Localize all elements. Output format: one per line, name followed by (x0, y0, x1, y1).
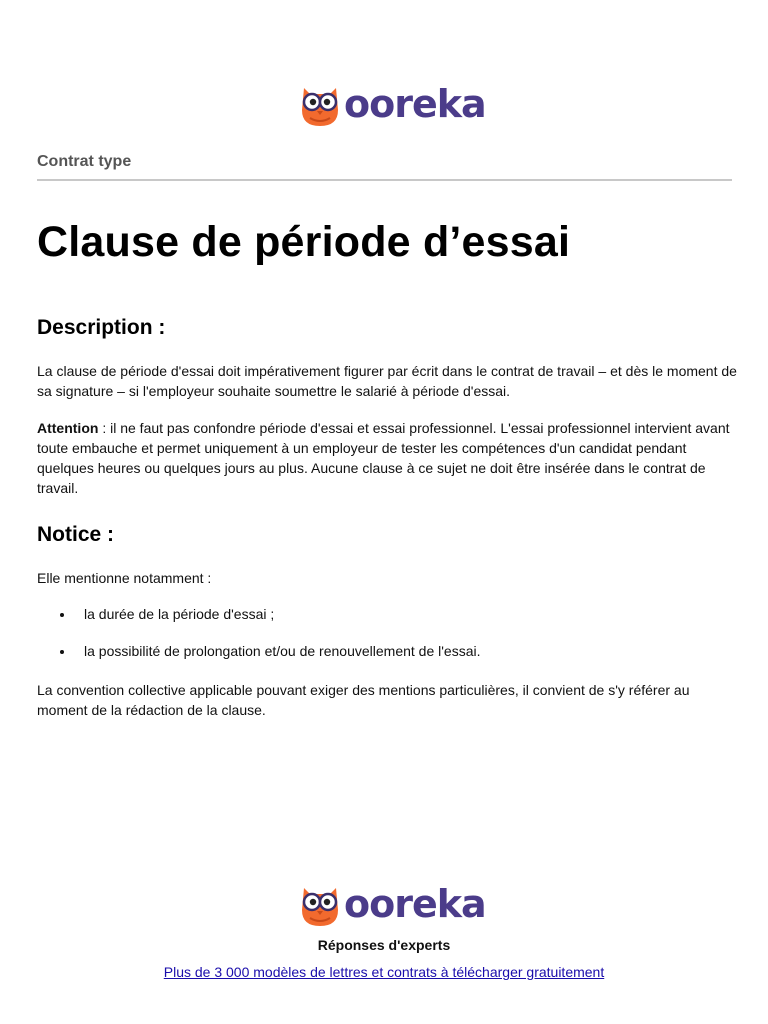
list-item: la durée de la période d'essai ; (37, 604, 737, 624)
attention-text: : il ne faut pas confondre période d'essai et essai professionnel. L'essai professionnel intervient avant toute embauche et permet uniquement à un employeur de tester les compétences d'un candidat pendant quelques heures ou quelques jours au plus. Aucune clause à ce sujet ne doit être insérée dans le contrat de travail. (37, 420, 730, 496)
owl-icon (298, 80, 342, 128)
page-title: Clause de période d’essai (37, 218, 571, 266)
list-item: la possibilité de prolongation et/ou de renouvellement de l'essai. (37, 641, 737, 661)
footer-brand-logo (298, 880, 486, 928)
notice-list (37, 641, 737, 661)
brand-logo (298, 80, 486, 128)
footer-tagline: Réponses d'experts (317, 937, 451, 953)
attention-label: Attention (37, 420, 99, 436)
notice-intro: Elle mentionne notamment : (37, 570, 212, 586)
description-heading: Description : (37, 316, 166, 339)
notice-heading: Notice : (37, 523, 115, 546)
attention-paragraph (37, 418, 737, 498)
notice-list (37, 604, 737, 624)
closing-paragraph: La convention collective applicable pouvant exiger des mentions particulières, il convient de s'y référer au moment de la rédaction de la clause. (37, 682, 690, 718)
header-divider (37, 179, 732, 181)
description-paragraph: La clause de période d'essai doit impérativement figurer par écrit dans le contrat de travail – et dès le moment de sa signature – si l'employeur souhaite soumettre le salarié à période d'essai. (37, 363, 737, 399)
brand-wordmark: ooreka (344, 882, 486, 926)
document-category: Contrat type (37, 153, 132, 170)
owl-icon (298, 880, 342, 928)
templates-link[interactable]: Plus de 3 000 modèles de lettres et contrats à télécharger gratuitement (163, 964, 605, 980)
brand-wordmark: ooreka (344, 82, 486, 126)
